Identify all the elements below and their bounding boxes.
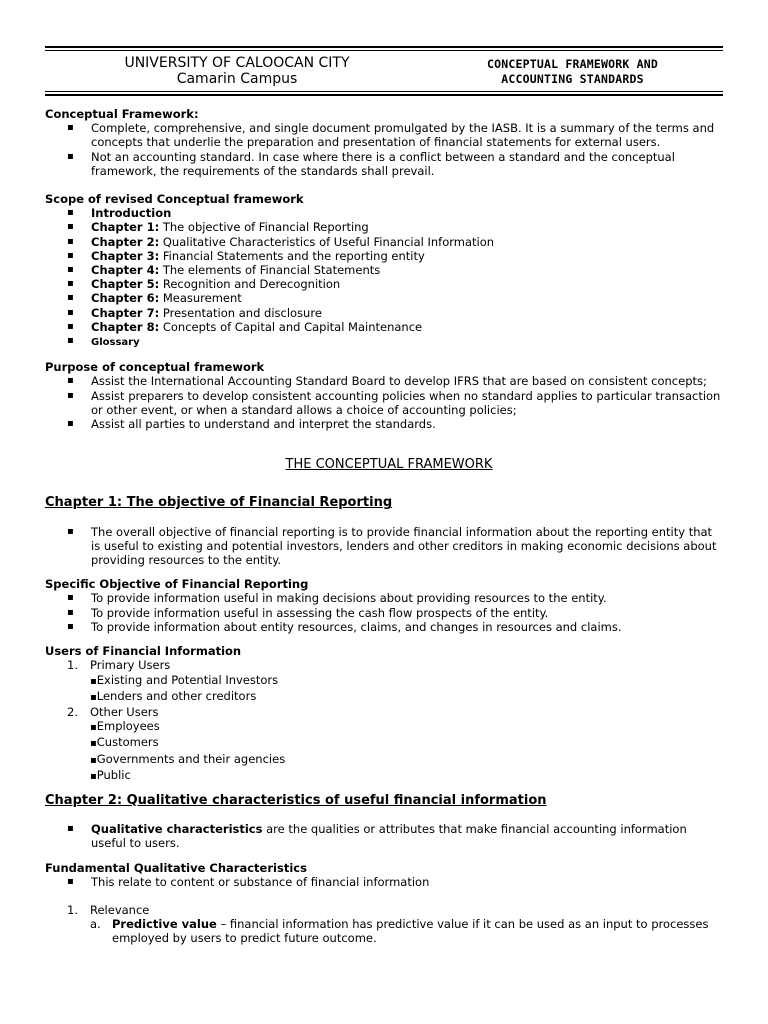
specific-objective-list	[45, 591, 723, 634]
list-item: ▪ Assist all parties to understand and interpret the standards.	[45, 417, 723, 431]
list-item	[45, 235, 723, 249]
list-item	[45, 822, 723, 850]
list-item	[45, 306, 723, 320]
subject-line-2: ACCOUNTING STANDARDS	[501, 72, 644, 86]
list-item	[45, 206, 723, 220]
users-heading: Users of Financial Information	[45, 644, 242, 659]
list-item: ▪ Complete, comprehensive, and single document promulgated by the IASB. It is a summary of the terms and concepts that underlie the preparation and presentation of financial statements for external users.	[45, 121, 723, 149]
chapter-label: Chapter 8:	[91, 319, 160, 334]
relevance-sublist	[45, 917, 723, 945]
university-name: UNIVERSITY OF CALOOCAN CITY	[124, 55, 350, 71]
subject-line-1: CONCEPTUAL FRAMEWORK AND	[487, 57, 658, 71]
chapter-label: Chapter 3:	[91, 248, 160, 263]
chapter1-title: Chapter 1: The objective of Financial Reporting	[45, 495, 393, 511]
list-item: ▪ Assist the International Accounting Standard Board to develop IFRS that are based on consistent concepts;	[45, 374, 723, 388]
list-item	[45, 334, 723, 350]
list-item	[45, 705, 723, 784]
chapter-text: Concepts of Capital and Capital Maintenance	[159, 319, 423, 334]
list-item: ▪ The overall objective of financial reporting is to provide financial information about the reporting entity that is useful to existing and potential investors, lenders and other creditors in making economic decisions about providing resources to the entity.	[45, 525, 723, 568]
chapter-label: Chapter 6:	[91, 291, 160, 306]
list-item	[45, 249, 723, 263]
purpose-heading: Purpose of conceptual framework	[45, 360, 265, 375]
chapter-text: Qualitative Characteristics of Useful Financial Information	[159, 234, 495, 249]
list-number: 2.	[67, 704, 78, 719]
header-university-block	[107, 55, 367, 87]
list-item: ▪ This relate to content or substance of financial information	[45, 875, 723, 889]
qc-term: Qualitative characteristics	[91, 822, 263, 837]
list-item	[45, 263, 723, 277]
main-title: THE CONCEPTUAL FRAMEWORK	[285, 457, 493, 473]
document-body	[45, 107, 723, 946]
purpose-list	[45, 374, 723, 431]
header-rule-top	[45, 46, 723, 48]
qc-list	[45, 822, 723, 850]
header-rule-bottom	[45, 94, 723, 96]
chapter-text: Measurement	[159, 291, 242, 306]
list-letter: a.	[90, 917, 101, 932]
chapter2-title: Chapter 2: Qualitative characteristics of useful financial information	[45, 792, 547, 808]
other-users-list	[90, 719, 723, 784]
list-item	[45, 220, 723, 234]
predictive-value-term: Predictive value	[112, 917, 217, 932]
list-item: ▪ Not an accounting standard. In case where there is a conflict between a standard and the conceptual framework, the requirements of the standards shall prevail.	[45, 150, 723, 178]
cf-heading: Conceptual Framework:	[45, 107, 199, 121]
scope-heading: Scope of revised Conceptual framework	[45, 192, 304, 207]
list-item	[45, 903, 723, 917]
chapter-text: Financial Statements and the reporting entity	[159, 248, 425, 263]
list-number: 1.	[67, 902, 78, 917]
list-item	[45, 658, 723, 705]
list-item: ▪ To provide information useful in making decisions about providing resources to the entity.	[45, 591, 723, 605]
other-users-label: Other Users	[90, 704, 159, 719]
list-item: ▪ Employees	[90, 719, 723, 735]
chapter-text: Recognition and Derecognition	[159, 277, 341, 292]
list-item: ▪ To provide information about entity resources, claims, and changes in resources and claims.	[45, 620, 723, 634]
chapter-label: Chapter 1:	[91, 220, 160, 235]
chapter-label: Chapter 7:	[91, 305, 160, 320]
cf-list	[45, 121, 723, 178]
specific-objective-heading: Specific Objective of Financial Reporting	[45, 577, 309, 592]
header-rule-bottom-thin	[45, 91, 723, 92]
list-item: ▪ Existing and Potential Investors	[90, 673, 723, 689]
scope-intro: Introduction	[91, 206, 172, 221]
chapter-label: Chapter 4:	[91, 263, 160, 278]
relevance-label: Relevance	[90, 902, 150, 917]
chapter-label: Chapter 2:	[91, 234, 160, 249]
header-subject-block	[440, 57, 705, 87]
header-rule-top-thin	[45, 50, 723, 51]
list-item: ▪ Lenders and other creditors	[90, 689, 723, 705]
list-item: ▪ Governments and their agencies	[90, 752, 723, 768]
list-item: ▪ Customers	[90, 735, 723, 751]
list-item	[45, 277, 723, 291]
scope-glossary: Glossary	[91, 337, 140, 349]
fundamental-heading: Fundamental Qualitative Characteristics	[45, 860, 307, 875]
list-item	[45, 291, 723, 305]
chapter-text: The objective of Financial Reporting	[159, 220, 369, 235]
predictive-value-definition: – financial information has predictive value if it can be used as an input to processes employed by users to predict future outcome.	[112, 917, 709, 946]
list-item: ▪ Public	[90, 768, 723, 784]
chapter-text: Presentation and disclosure	[159, 305, 322, 320]
scope-list	[45, 206, 723, 350]
list-item	[45, 320, 723, 334]
list-item: ▪ To provide information useful in assessing the cash flow prospects of the entity.	[45, 606, 723, 620]
campus-name: Camarin Campus	[176, 71, 298, 87]
primary-users-list	[90, 673, 723, 705]
list-item	[45, 917, 723, 945]
users-list	[45, 658, 723, 784]
fundamental-numbered-list	[45, 903, 723, 917]
fundamental-list	[45, 875, 723, 889]
list-item: ▪ Assist preparers to develop consistent accounting policies when no standard applies to particular transaction or other event, or when a standard allows a choice of accounting policies;	[45, 389, 723, 417]
ch1-overall-list	[45, 525, 723, 568]
chapter-text: The elements of Financial Statements	[159, 263, 381, 278]
chapter-label: Chapter 5:	[91, 277, 160, 292]
primary-users-label: Primary Users	[90, 658, 171, 673]
qc-definition: are the qualities or attributes that make financial accounting information useful to users.	[91, 822, 687, 851]
list-number: 1.	[67, 658, 78, 673]
